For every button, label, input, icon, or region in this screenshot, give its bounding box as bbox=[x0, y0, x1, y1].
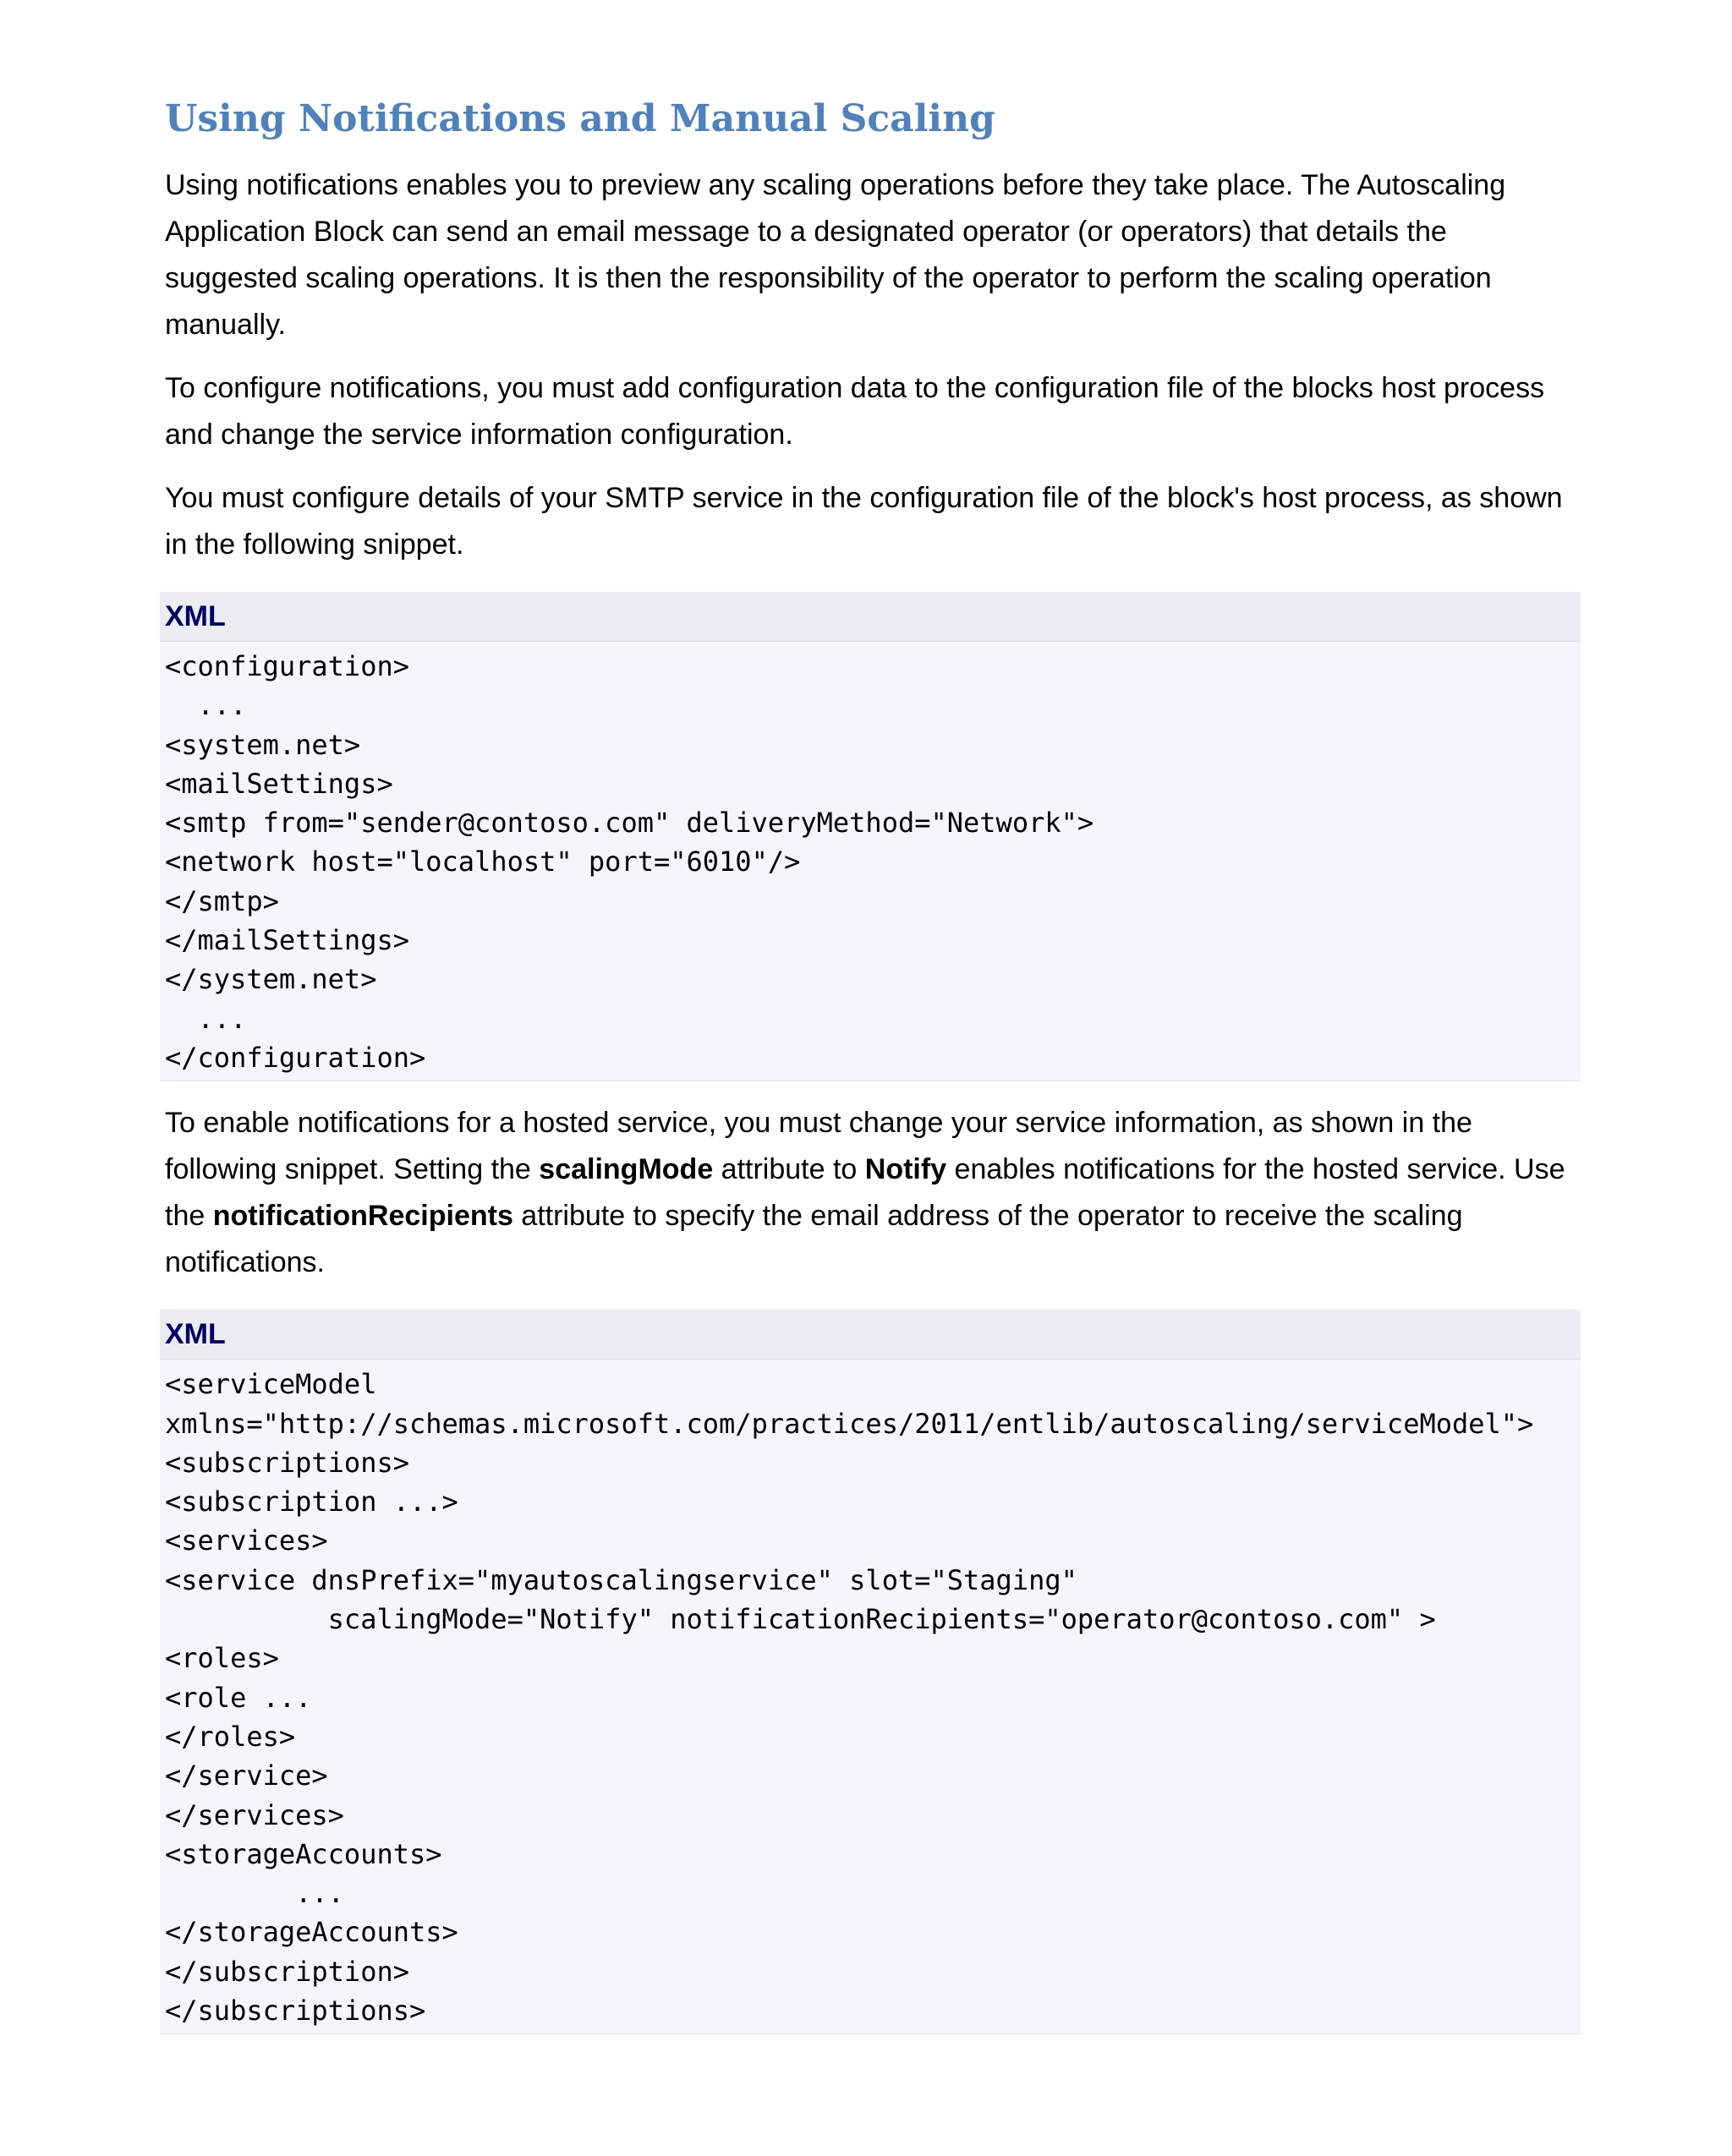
smtp-paragraph: You must configure details of your SMTP service in the configuration file of the block's host process, as shown in the following snippet. bbox=[165, 482, 1563, 561]
intro-paragraph: Using notifications enables you to preview any scaling operations before they take place. The Autoscaling Application Block can send an email message to a designated operator (or operators) that details the suggested scaling operations. It is then the responsibility of the operator to perform the scaling operation manually. bbox=[165, 169, 1506, 341]
code-line: <system.net> bbox=[165, 728, 361, 761]
code-line: </configuration> bbox=[165, 1041, 426, 1074]
document-page bbox=[165, 95, 1576, 2053]
code-line: </services> bbox=[165, 1798, 344, 1831]
code-line: <role ... bbox=[165, 1681, 312, 1714]
notify-text-4: attribute to specify the email address of the operator to receive the scaling notifications. bbox=[165, 1200, 1463, 1279]
code-line: </roles> bbox=[165, 1720, 296, 1753]
code-line: scalingMode="Notify" notificationRecipients="operator@contoso.com" > bbox=[165, 1603, 1436, 1636]
notify-text-1: To enable notifications for a hosted service, you must change your service information, as shown in the following snippet. Setting the bbox=[165, 1107, 1472, 1186]
notify-paragraph bbox=[165, 1100, 1576, 1286]
code-line: <smtp from="sender@contoso.com" deliveryMethod="Network"> bbox=[165, 807, 1094, 840]
code-line: ... bbox=[165, 1877, 344, 1910]
notify-text-2: attribute to bbox=[713, 1153, 865, 1186]
notify-term: Notify bbox=[864, 1153, 947, 1186]
code-block-smtp bbox=[160, 592, 1581, 1081]
code-body bbox=[160, 1360, 1581, 2034]
code-line: </service> bbox=[165, 1759, 328, 1792]
code-block-service-model bbox=[160, 1310, 1581, 2034]
code-line: <subscription ...> bbox=[165, 1486, 458, 1519]
code-line: </storageAccounts> bbox=[165, 1916, 458, 1949]
code-line: <configuration> bbox=[165, 650, 409, 682]
code-line: ... bbox=[165, 689, 247, 722]
code-language-label: XML bbox=[160, 1310, 1581, 1360]
configure-paragraph: To configure notifications, you must add configuration data to the configuration file of the blocks host process and change the service information configuration. bbox=[165, 372, 1545, 451]
scalingmode-term: scalingMode bbox=[539, 1153, 714, 1186]
code-line: <storageAccounts> bbox=[165, 1837, 442, 1870]
notify-text-3: enables notifications for the hosted service. Use the bbox=[165, 1153, 1565, 1233]
code-line: <services> bbox=[165, 1524, 328, 1557]
code-line: xmlns="http://schemas.microsoft.com/practices/2011/entlib/autoscaling/serviceModel"> bbox=[165, 1407, 1534, 1440]
page-title: Using Notifications and Manual Scaling bbox=[165, 97, 995, 140]
code-line: </subscriptions> bbox=[165, 1995, 426, 2027]
code-line: </subscription> bbox=[165, 1955, 409, 1988]
code-line: </system.net> bbox=[165, 963, 377, 996]
code-line: <network host="localhost" port="6010"/> bbox=[165, 845, 801, 878]
code-line: </smtp> bbox=[165, 884, 279, 917]
code-line: <roles> bbox=[165, 1642, 279, 1675]
code-line: </mailSettings> bbox=[165, 924, 409, 957]
code-line: <mailSettings> bbox=[165, 767, 393, 800]
code-body bbox=[160, 642, 1581, 1081]
code-line: <service dnsPrefix="myautoscalingservice" slot="Staging" bbox=[165, 1563, 1077, 1596]
code-line: <serviceModel bbox=[165, 1368, 377, 1401]
notificationrecipients-term: notificationRecipients bbox=[212, 1200, 513, 1233]
code-line: ... bbox=[165, 1002, 247, 1035]
code-line: <subscriptions> bbox=[165, 1446, 409, 1479]
code-language-label: XML bbox=[160, 592, 1581, 642]
